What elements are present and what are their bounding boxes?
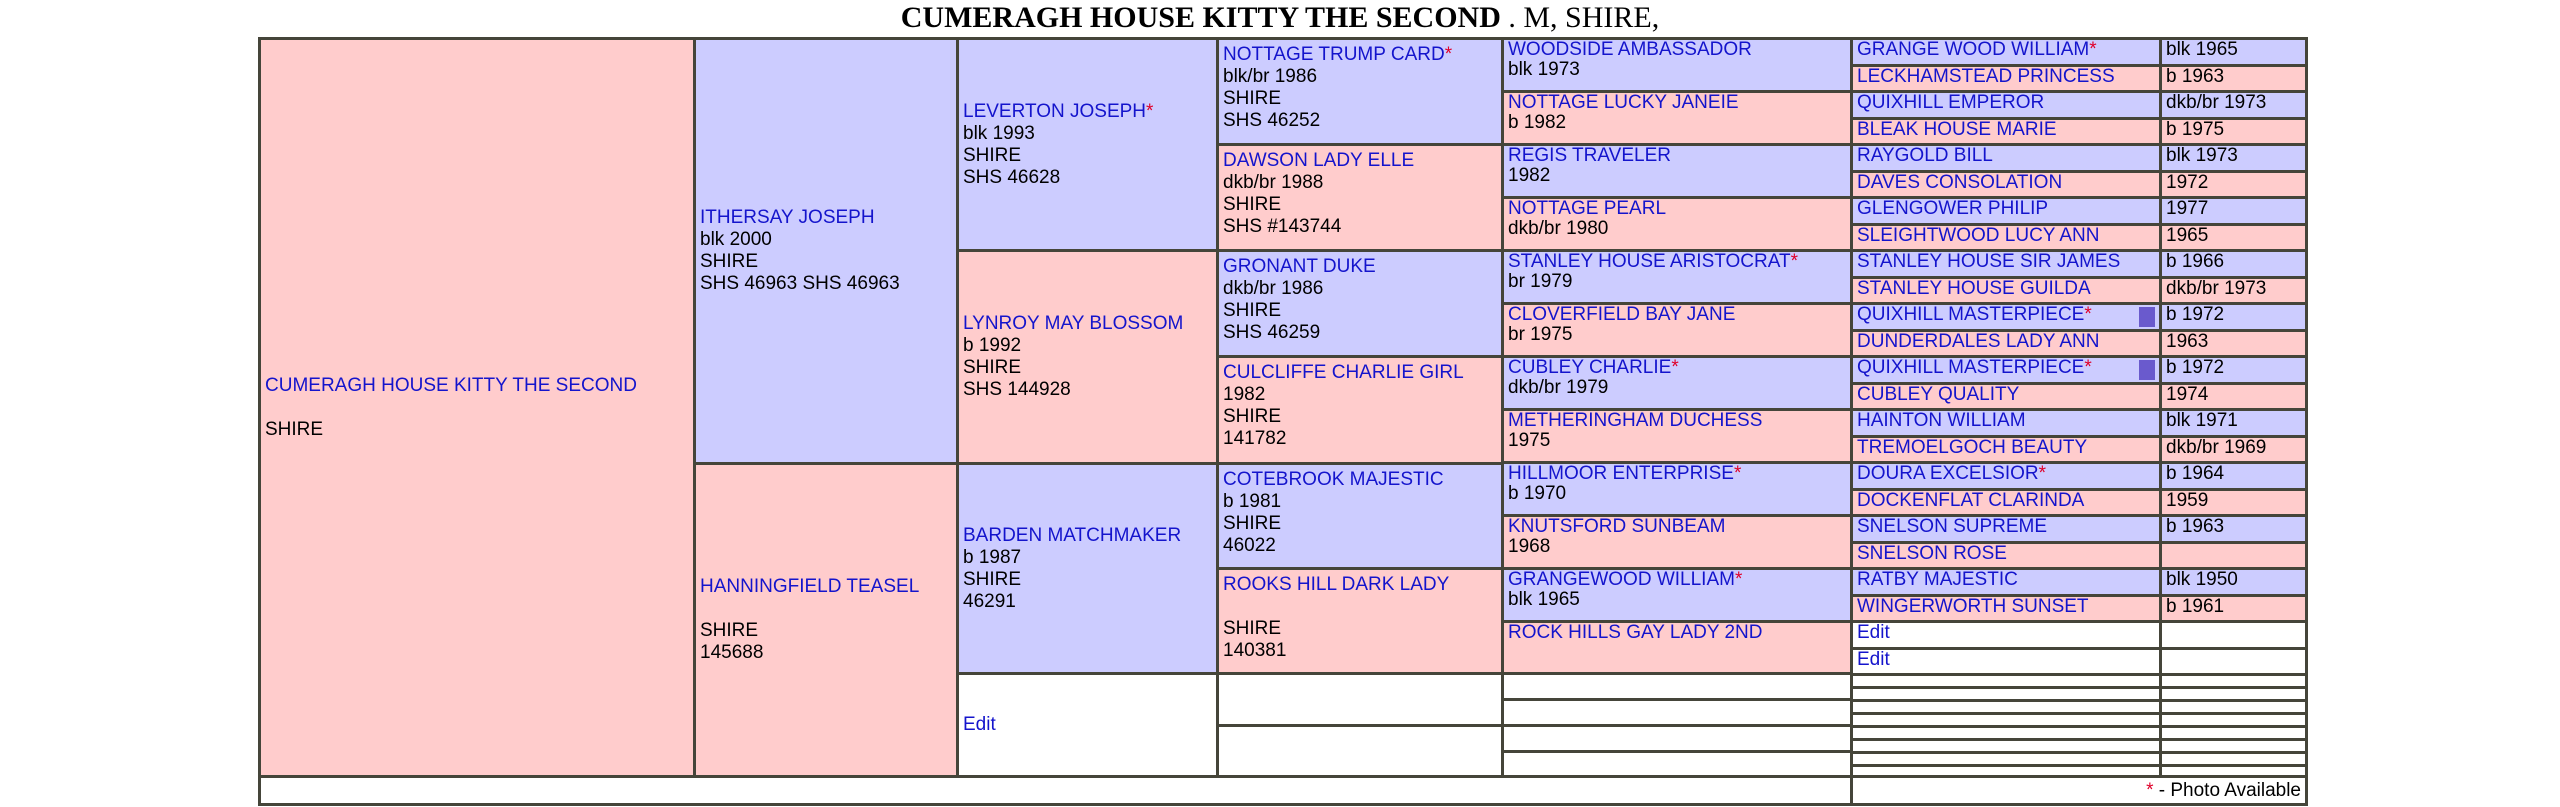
ancestor-gen6-cell	[1850, 249, 2162, 279]
ancestor-gen6-name-text[interactable]: SNELSON ROSE	[1857, 543, 2007, 564]
ancestor-gen5-cell	[1501, 408, 1853, 464]
horse-detail: 145688	[700, 642, 764, 663]
ancestor-gen6-name[interactable]	[1857, 278, 2091, 299]
subject-horse-name[interactable]	[265, 375, 693, 397]
ancestor-gen5-cell-name[interactable]	[1508, 304, 1735, 325]
ancestor-gen6-name-text[interactable]: LECKHAMSTEAD PRINCESS	[1857, 66, 2115, 87]
grandsire-cell-name[interactable]	[963, 525, 1216, 547]
ancestor-gen6-year: blk 1950	[2159, 567, 2308, 597]
ancestor-gen5-cell-name[interactable]	[1508, 410, 1762, 431]
ancestor-gen6-cell	[1850, 90, 2162, 120]
horse-detail: 1982	[1223, 384, 1266, 405]
dam-cell-name-text[interactable]: HANNINGFIELD TEASEL	[700, 576, 920, 597]
granddam-cell-name[interactable]	[963, 313, 1216, 335]
ancestor-gen6-cell	[1850, 567, 2162, 597]
grandsire-cell	[956, 462, 1219, 675]
ancestor-gen5-cell-name-text[interactable]: NOTTAGE LUCKY JANEIE	[1508, 92, 1739, 113]
ancestor-gen6-name-text[interactable]: GLENGOWER PHILIP	[1857, 198, 2049, 219]
ancestor-gen6-year	[2159, 541, 2308, 570]
ancestor-gen5-cell-name-text[interactable]: REGIS TRAVELER	[1508, 145, 1671, 166]
photo-thumbnail-icon[interactable]	[2139, 307, 2155, 327]
horse-detail: SHIRE	[1223, 618, 1282, 639]
horse-detail: 46022	[1223, 535, 1276, 556]
ancestor-gen4-cell-name-text[interactable]: COTEBROOK MAJESTIC	[1223, 469, 1444, 490]
empty-ancestor-cell	[1850, 647, 2162, 676]
horse-detail: SHIRE	[1223, 194, 1282, 215]
ancestor-gen6-year: b 1963	[2159, 64, 2308, 93]
ancestor-gen4-cell	[1216, 567, 1504, 675]
ancestor-gen5-cell-name[interactable]	[1508, 145, 1671, 166]
ancestor-gen5-cell-name-text[interactable]: CUBLEY CHARLIE	[1508, 357, 1672, 378]
ancestor-gen5-cell-name-text[interactable]: METHERINGHAM DUCHESS	[1508, 410, 1763, 431]
empty-year-cell	[2159, 647, 2308, 676]
ancestor-gen6-name-text[interactable]: BLEAK HOUSE MARIE	[1857, 119, 2057, 140]
horse-detail: blk/br 1986	[1223, 66, 1318, 87]
ancestor-gen6-name[interactable]	[1857, 331, 2100, 352]
ancestor-gen6-cell	[1850, 461, 2162, 491]
ancestor-gen6-name-text[interactable]: SNELSON SUPREME	[1857, 516, 2048, 537]
ancestor-gen4-cell	[1216, 143, 1504, 252]
horse-detail: SHIRE	[963, 568, 1022, 590]
ancestor-gen6-cell	[1850, 223, 2162, 252]
ancestor-gen5-cell	[1501, 620, 1853, 675]
subject-breed: SHIRE	[265, 418, 324, 440]
ancestor-gen6-cell	[1850, 355, 2162, 385]
ancestor-gen5-cell-name-text[interactable]: KNUTSFORD SUNBEAM	[1508, 516, 1726, 537]
horse-detail: 1982	[1508, 165, 1551, 186]
ancestor-gen6-name[interactable]	[1857, 304, 2092, 325]
empty-ancestor-cell	[1501, 672, 1853, 701]
horse-name-title: CUMERAGH HOUSE KITTY THE SECOND	[900, 1, 1501, 34]
ancestor-gen6-name[interactable]	[1857, 39, 2097, 60]
ancestor-gen6-name[interactable]	[1857, 172, 2062, 193]
ancestor-gen4-cell-name[interactable]	[1223, 574, 1501, 596]
ancestor-gen4-cell-name[interactable]	[1223, 150, 1501, 172]
blank-line	[1223, 596, 1501, 618]
ancestor-gen6-name-text[interactable]: DUNDERDALES LADY ANN	[1857, 331, 2100, 352]
photo-star-icon: *	[1790, 251, 1799, 272]
ancestor-gen5-cell	[1501, 37, 1853, 93]
ancestor-gen6-year: b 1963	[2159, 514, 2308, 544]
horse-detail: br 1975	[1508, 324, 1573, 345]
granddam-cell	[956, 249, 1219, 465]
horse-detail: b 1992	[963, 335, 1022, 356]
empty-ancestor-cell	[1501, 750, 1853, 778]
ancestor-gen5-cell-name-text[interactable]: STANLEY HOUSE ARISTOCRAT	[1508, 251, 1791, 272]
ancestor-gen4-cell-name-text[interactable]: GRONANT DUKE	[1223, 256, 1376, 277]
ancestor-gen5-cell-name[interactable]	[1508, 198, 1666, 219]
photo-star-icon: *	[1444, 44, 1453, 65]
ancestor-gen6-name-text[interactable]: TREMOELGOCH BEAUTY	[1857, 437, 2088, 458]
ancestor-gen5-cell	[1501, 567, 1853, 623]
ancestor-gen6-name-text[interactable]: QUIXHILL MASTERPIECE	[1857, 304, 2085, 325]
ancestor-gen6-name-text[interactable]: WINGERWORTH SUNSET	[1857, 596, 2089, 617]
ancestor-gen6-name[interactable]	[1857, 516, 2047, 537]
horse-detail: b 1970	[1508, 483, 1567, 504]
ancestor-gen6-year: b 1975	[2159, 117, 2308, 146]
ancestor-gen5-cell-name-text[interactable]: WOODSIDE AMBASSADOR	[1508, 39, 1752, 60]
horse-detail: br 1979	[1508, 271, 1573, 292]
ancestor-gen4-cell-name-text[interactable]: NOTTAGE TRUMP CARD	[1223, 44, 1445, 65]
ancestor-gen6-name[interactable]	[1857, 119, 2057, 140]
ancestor-gen6-year: dkb/br 1973	[2159, 276, 2308, 305]
horse-detail: SHIRE	[963, 144, 1022, 166]
ancestor-gen4-cell-name[interactable]	[1223, 469, 1501, 491]
empty-ancestor-cell	[1850, 620, 2162, 650]
horse-detail: dkb/br 1980	[1508, 218, 1609, 239]
edit-link[interactable]: Edit	[1857, 649, 1890, 670]
ancestor-gen6-name-text[interactable]: RAYGOLD BILL	[1857, 145, 1993, 166]
ancestor-gen6-name[interactable]	[1857, 437, 2087, 458]
sire-cell-name[interactable]	[700, 207, 956, 229]
ancestor-gen4-cell	[1216, 355, 1504, 465]
ancestor-gen5-cell-name[interactable]	[1508, 357, 1679, 378]
grandsire-cell-name-text[interactable]: BARDEN MATCHMAKER	[963, 524, 1182, 546]
ancestor-gen6-year: 1963	[2159, 329, 2308, 358]
ancestor-gen6-name[interactable]	[1857, 384, 2019, 405]
footer-blank-cell	[258, 775, 1853, 806]
blank-line	[265, 397, 693, 419]
ancestor-gen6-name-text[interactable]: HAINTON WILLIAM	[1857, 410, 2026, 431]
sire-cell	[693, 37, 959, 465]
ancestor-gen6-cell	[1850, 435, 2162, 464]
empty-ancestor-cell	[1501, 724, 1853, 753]
ancestor-gen6-name-text[interactable]: DAVES CONSOLATION	[1857, 172, 2063, 193]
grandsire-cell-name-text[interactable]: LEVERTON JOSEPH	[963, 100, 1147, 122]
ancestor-gen6-year: b 1961	[2159, 594, 2308, 623]
ancestor-gen5-cell-name[interactable]	[1508, 39, 1752, 60]
ancestor-gen6-name[interactable]	[1857, 198, 2048, 219]
ancestor-gen4-cell	[1216, 462, 1504, 570]
dam-cell-name[interactable]	[700, 576, 956, 598]
ancestor-gen6-cell	[1850, 143, 2162, 173]
ancestor-gen6-name-text[interactable]: STANLEY HOUSE GUILDA	[1857, 278, 2091, 299]
ancestor-gen6-year: blk 1971	[2159, 408, 2308, 438]
ancestor-gen4-cell-name[interactable]	[1223, 256, 1501, 278]
photo-star-icon: *	[1733, 463, 1742, 484]
ancestor-gen6-cell	[1850, 170, 2162, 199]
horse-detail: SHS #143744	[1223, 216, 1342, 237]
ancestor-gen6-year: 1965	[2159, 223, 2308, 252]
ancestor-gen4-cell-name[interactable]	[1223, 44, 1501, 66]
edit-link[interactable]: Edit	[1857, 622, 1890, 643]
horse-detail: SHS 46628	[963, 166, 1061, 188]
ancestor-gen5-cell-name[interactable]	[1508, 516, 1725, 537]
horse-detail: b 1987	[963, 546, 1022, 568]
ancestor-gen6-year: dkb/br 1973	[2159, 90, 2308, 120]
ancestor-gen6-name-text[interactable]: QUIXHILL MASTERPIECE	[1857, 357, 2085, 378]
horse-detail: SHS 46963 SHS 46963	[700, 273, 900, 294]
blank-line	[700, 598, 956, 620]
ancestor-gen4-cell	[1216, 37, 1504, 146]
ancestor-gen6-name[interactable]	[1857, 463, 2046, 484]
ancestor-gen6-name[interactable]	[1857, 66, 2115, 87]
ancestor-gen6-name[interactable]	[1857, 410, 2026, 431]
photo-star-icon: *	[1671, 357, 1679, 378]
ancestor-gen6-cell	[1850, 64, 2162, 93]
ancestor-gen6-year: dkb/br 1969	[2159, 435, 2308, 464]
horse-detail: dkb/br 1986	[1223, 278, 1324, 299]
ancestor-gen6-cell	[1850, 541, 2162, 570]
ancestor-gen6-name-text[interactable]: DOCKENFLAT CLARINDA	[1857, 490, 2085, 511]
ancestor-gen6-name[interactable]	[1857, 92, 2044, 113]
horse-detail: blk 1973	[1508, 59, 1580, 80]
ancestor-gen6-name-text[interactable]: SLEIGHTWOOD LUCY ANN	[1857, 225, 2100, 246]
ancestor-gen5-cell-name[interactable]	[1508, 463, 1741, 484]
ancestor-gen6-name[interactable]	[1857, 145, 1993, 166]
horse-detail: SHIRE	[1223, 88, 1282, 109]
ancestor-gen6-year: blk 1965	[2159, 37, 2308, 67]
horse-detail: dkb/br 1979	[1508, 377, 1609, 398]
ancestor-gen6-cell	[1850, 117, 2162, 146]
ancestor-gen6-cell	[1850, 302, 2162, 332]
ancestor-gen6-name[interactable]	[1857, 569, 2018, 590]
ancestor-gen6-name-text[interactable]: QUIXHILL EMPEROR	[1857, 92, 2045, 113]
ancestor-gen6-name-text[interactable]: GRANGE WOOD WILLIAM	[1857, 39, 2090, 60]
empty-year-cell	[2159, 620, 2308, 650]
ancestor-gen6-name[interactable]	[1857, 490, 2084, 511]
horse-detail: dkb/br 1988	[1223, 172, 1324, 193]
ancestor-gen6-year: 1972	[2159, 170, 2308, 199]
ancestor-gen6-name[interactable]	[1857, 543, 2007, 564]
ancestor-gen5-cell	[1501, 355, 1853, 411]
ancestor-gen6-year: 1959	[2159, 488, 2308, 517]
ancestor-gen6-cell	[1850, 196, 2162, 226]
subject-horse-name-text[interactable]: CUMERAGH HOUSE KITTY THE SECOND	[265, 374, 637, 396]
horse-detail: SHIRE	[1223, 406, 1282, 427]
photo-star-icon: *	[2089, 39, 2097, 60]
dam-cell	[693, 462, 959, 778]
empty-ancestor-cell	[1501, 698, 1853, 727]
ancestor-gen6-cell	[1850, 594, 2162, 623]
photo-thumbnail-icon[interactable]	[2139, 360, 2155, 380]
horse-detail: SHIRE	[963, 357, 1022, 378]
empty-ancestor-cell	[1216, 672, 1504, 727]
grandsire-cell-name[interactable]	[963, 101, 1216, 123]
ancestor-gen5-cell	[1501, 302, 1853, 358]
horse-detail: SHS 46252	[1223, 110, 1321, 131]
sire-cell-name-text[interactable]: ITHERSAY JOSEPH	[700, 207, 875, 228]
horse-detail: blk 1965	[1508, 589, 1580, 610]
ancestor-gen6-cell	[1850, 276, 2162, 305]
ancestor-gen5-cell-name[interactable]	[1508, 92, 1739, 113]
ancestor-gen5-cell-name-text[interactable]: ROCK HILLS GAY LADY 2ND	[1508, 622, 1763, 643]
horse-detail: SHIRE	[700, 620, 759, 641]
star-icon: *	[2146, 780, 2154, 801]
ancestor-gen5-cell-name-text[interactable]: NOTTAGE PEARL	[1508, 198, 1667, 219]
ancestor-gen6-name[interactable]	[1857, 357, 2092, 378]
ancestor-gen6-cell	[1850, 37, 2162, 67]
ancestor-gen4-cell-name-text[interactable]: DAWSON LADY ELLE	[1223, 150, 1415, 171]
ancestor-gen6-year: b 1972	[2159, 302, 2308, 332]
ancestor-gen6-name-text[interactable]: STANLEY HOUSE SIR JAMES	[1857, 251, 2121, 272]
ancestor-gen5-cell-name-text[interactable]: CLOVERFIELD BAY JANE	[1508, 304, 1736, 325]
ancestor-gen6-year: 1974	[2159, 382, 2308, 411]
horse-detail: SHIRE	[1223, 300, 1282, 321]
horse-detail: 1975	[1508, 430, 1551, 451]
horse-detail: b 1981	[1223, 491, 1282, 512]
granddam-cell-name-text[interactable]: LYNROY MAY BLOSSOM	[963, 313, 1184, 334]
horse-detail: 1968	[1508, 536, 1551, 557]
ancestor-gen5-cell-name[interactable]	[1508, 569, 1742, 590]
ancestor-gen6-name[interactable]	[1857, 225, 2099, 246]
empty-ancestor-cell	[956, 672, 1219, 778]
ancestor-gen5-cell-name-text[interactable]: GRANGEWOOD WILLIAM	[1508, 569, 1735, 590]
ancestor-gen4-cell-name-text[interactable]: CULCLIFFE CHARLIE GIRL	[1223, 362, 1464, 383]
ancestor-gen6-cell	[1850, 488, 2162, 517]
horse-detail: blk 1993	[963, 122, 1035, 144]
ancestor-gen6-name[interactable]	[1857, 596, 2089, 617]
legend-text: - Photo Available	[2153, 780, 2301, 801]
grandsire-cell	[956, 37, 1219, 252]
ancestor-gen6-cell	[1850, 382, 2162, 411]
ancestor-gen5-cell	[1501, 249, 1853, 305]
ancestor-gen6-name-text[interactable]: DOURA EXCELSIOR	[1857, 463, 2039, 484]
ancestor-gen6-cell	[1850, 408, 2162, 438]
horse-detail: SHIRE	[700, 251, 759, 272]
ancestor-gen6-year: b 1966	[2159, 249, 2308, 279]
ancestor-gen5-cell	[1501, 90, 1853, 146]
empty-ancestor-cell	[1216, 724, 1504, 778]
photo-legend	[1850, 775, 2308, 806]
photo-star-icon: *	[2084, 304, 2092, 325]
ancestor-gen4-cell-name-text[interactable]: ROOKS HILL DARK LADY	[1223, 574, 1450, 595]
horse-detail: b 1982	[1508, 112, 1567, 133]
horse-detail: blk 2000	[700, 229, 772, 250]
ancestor-gen5-cell	[1501, 143, 1853, 199]
ancestor-gen6-name-text[interactable]: CUBLEY QUALITY	[1857, 384, 2020, 405]
ancestor-gen5-cell	[1501, 461, 1853, 517]
ancestor-gen6-cell	[1850, 329, 2162, 358]
ancestor-gen5-cell-name-text[interactable]: HILLMOOR ENTERPRISE	[1508, 463, 1734, 484]
ancestor-gen6-year: b 1972	[2159, 355, 2308, 385]
ancestor-gen6-year: 1977	[2159, 196, 2308, 226]
horse-detail: 140381	[1223, 640, 1287, 661]
ancestor-gen5-cell	[1501, 196, 1853, 252]
title-suffix: . M, SHIRE,	[1500, 1, 1660, 34]
horse-detail: 46291	[963, 590, 1016, 612]
ancestor-gen4-cell	[1216, 249, 1504, 358]
ancestor-gen4-cell-name[interactable]	[1223, 362, 1501, 384]
horse-detail: SHS 46259	[1223, 322, 1321, 343]
ancestor-gen6-name-text[interactable]: RATBY MAJESTIC	[1857, 569, 2018, 590]
ancestor-gen6-name[interactable]	[1857, 251, 2120, 272]
horse-detail: SHIRE	[1223, 513, 1282, 534]
photo-star-icon: *	[1146, 100, 1154, 122]
photo-star-icon: *	[2084, 357, 2092, 378]
edit-link[interactable]: Edit	[963, 714, 996, 735]
photo-star-icon: *	[2038, 463, 2047, 484]
photo-star-icon: *	[1734, 569, 1743, 590]
ancestor-gen6-year: b 1964	[2159, 461, 2308, 491]
ancestor-gen5-cell-name[interactable]	[1508, 251, 1798, 272]
ancestor-gen5-cell	[1501, 514, 1853, 570]
ancestor-gen5-cell-name[interactable]	[1508, 622, 1763, 643]
ancestor-gen6-year: blk 1973	[2159, 143, 2308, 173]
horse-detail: SHS 144928	[963, 379, 1071, 400]
ancestor-gen6-cell	[1850, 514, 2162, 544]
subject-horse-cell	[258, 37, 696, 778]
horse-detail: 141782	[1223, 428, 1287, 449]
